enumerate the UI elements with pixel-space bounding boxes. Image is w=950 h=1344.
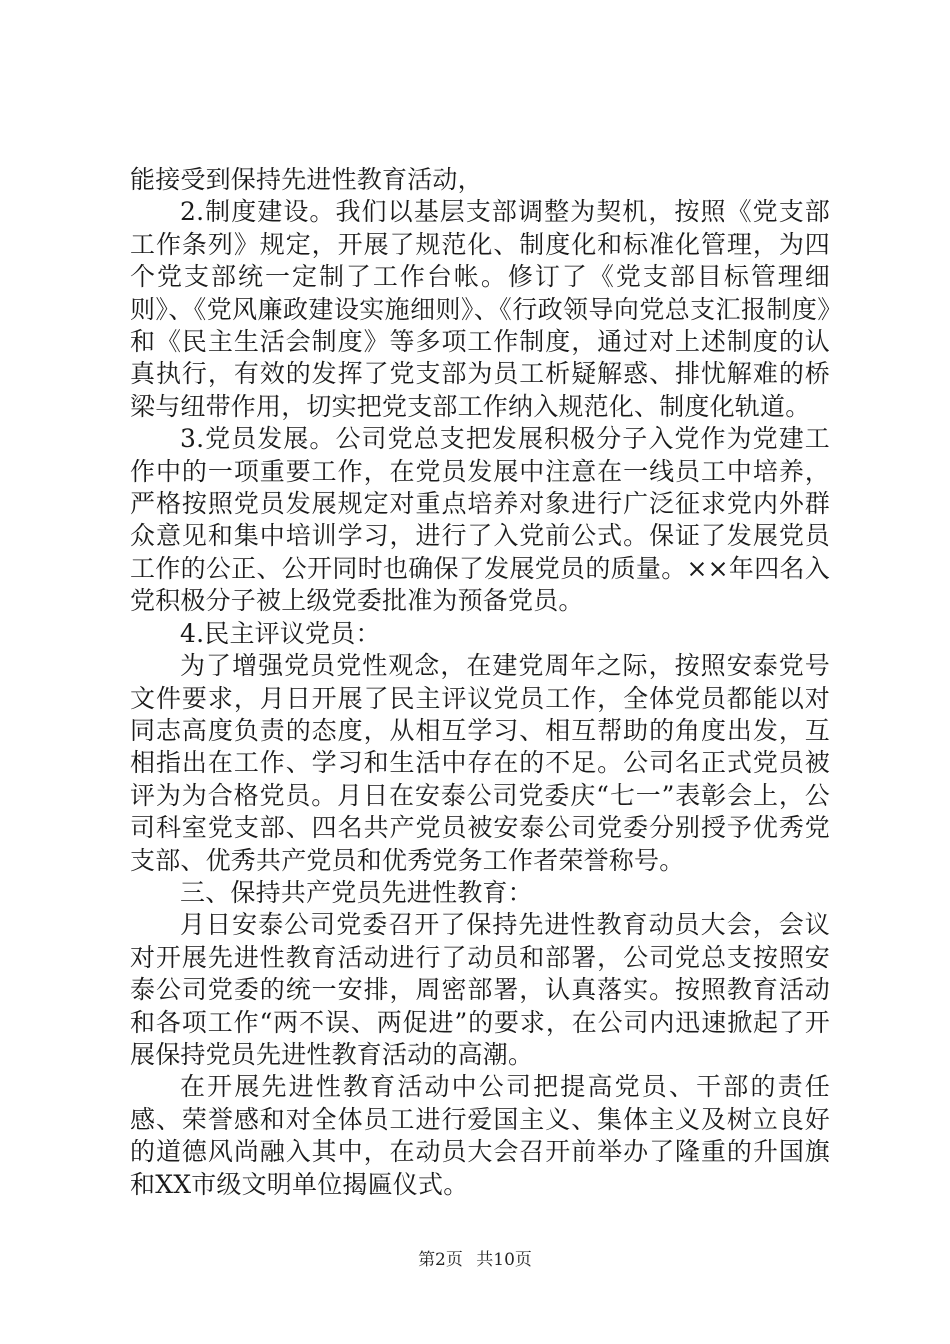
paragraph-education-activity: 在开展先进性教育活动中公司把提高党员、干部的责任感、荣誉感和对全体员工进行爱国主义、集体主义及树立良好的道德风尚融入其中，在动员大会召开前举办了隆重的升国旗和XX市级文明单位揭匾仪式。 [130,1072,830,1199]
page-number: 第2页 [418,1250,463,1270]
paragraph-system-building: 2.制度建设。我们以基层支部调整为契机，按照《党支部工作条列》规定，开展了规范化、制度化和标准化管理，为四个党支部统一定制了工作台帐。修订了《党支部目标管理细则》、《党风廉政建设实施细则》、《行政领导向党总支汇报制度》和《民主生活会制度》等多项工作制度，通过对上述制度的认真执行，有效的发挥了党支部为员工析疑解惑、排忧解难的桥梁与纽带作用，切实把党支部工作纳入规范化、制度化轨道。 [130,197,830,421]
body-text [130,164,830,1201]
page-footer [0,1245,950,1270]
paragraph-mobilization-meeting: 月日安泰公司党委召开了保持先进性教育动员大会，会议对开展先进性教育活动进行了动员和部署，公司党总支按照安泰公司党委的统一安排，周密部署，认真落实。按照教育活动和各项工作“两不误、两促进”的要求，在公司内迅速掀起了开展保持党员先进性教育活动的高潮。 [130,910,830,1069]
paragraph-heading-section-three: 三、保持共产党员先进性教育： [180,877,533,907]
total-pages: 共10页 [476,1250,532,1270]
paragraph-member-development: 3.党员发展。公司党总支把发展积极分子入党作为党建工作中的一项重要工作，在党员发展中注意在一线员工中培养，严格按照党员发展规定对重点培养对象进行广泛征求党内外群众意见和集中培训学习，进行了入党前公式。保证了发展党员工作的公正、公开同时也确保了发展党员的质量。××年四名入党积极分子被上级党委批准为预备党员。 [130,424,830,616]
paragraph-democratic-review: 为了增强党员党性观念，在建党周年之际，按照安泰党号文件要求，月日开展了民主评议党员工作，全体党员都能以对同志高度负责的态度，从相互学习、相互帮助的角度出发，互相指出在工作、学习和生活中存在的不足。公司名正式党员被评为为合格党员。月日在安泰公司党委庆“七一”表彰会上，公司科室党支部、四名共产党员被安泰公司党委分别授予优秀党支部、优秀共产党员和优秀党务工作者荣誉称号。 [130,651,830,875]
paragraph-continuation: 能接受到保持先进性教育活动， [130,165,483,194]
paragraph-heading-democratic-review: 4.民主评议党员： [180,618,381,648]
